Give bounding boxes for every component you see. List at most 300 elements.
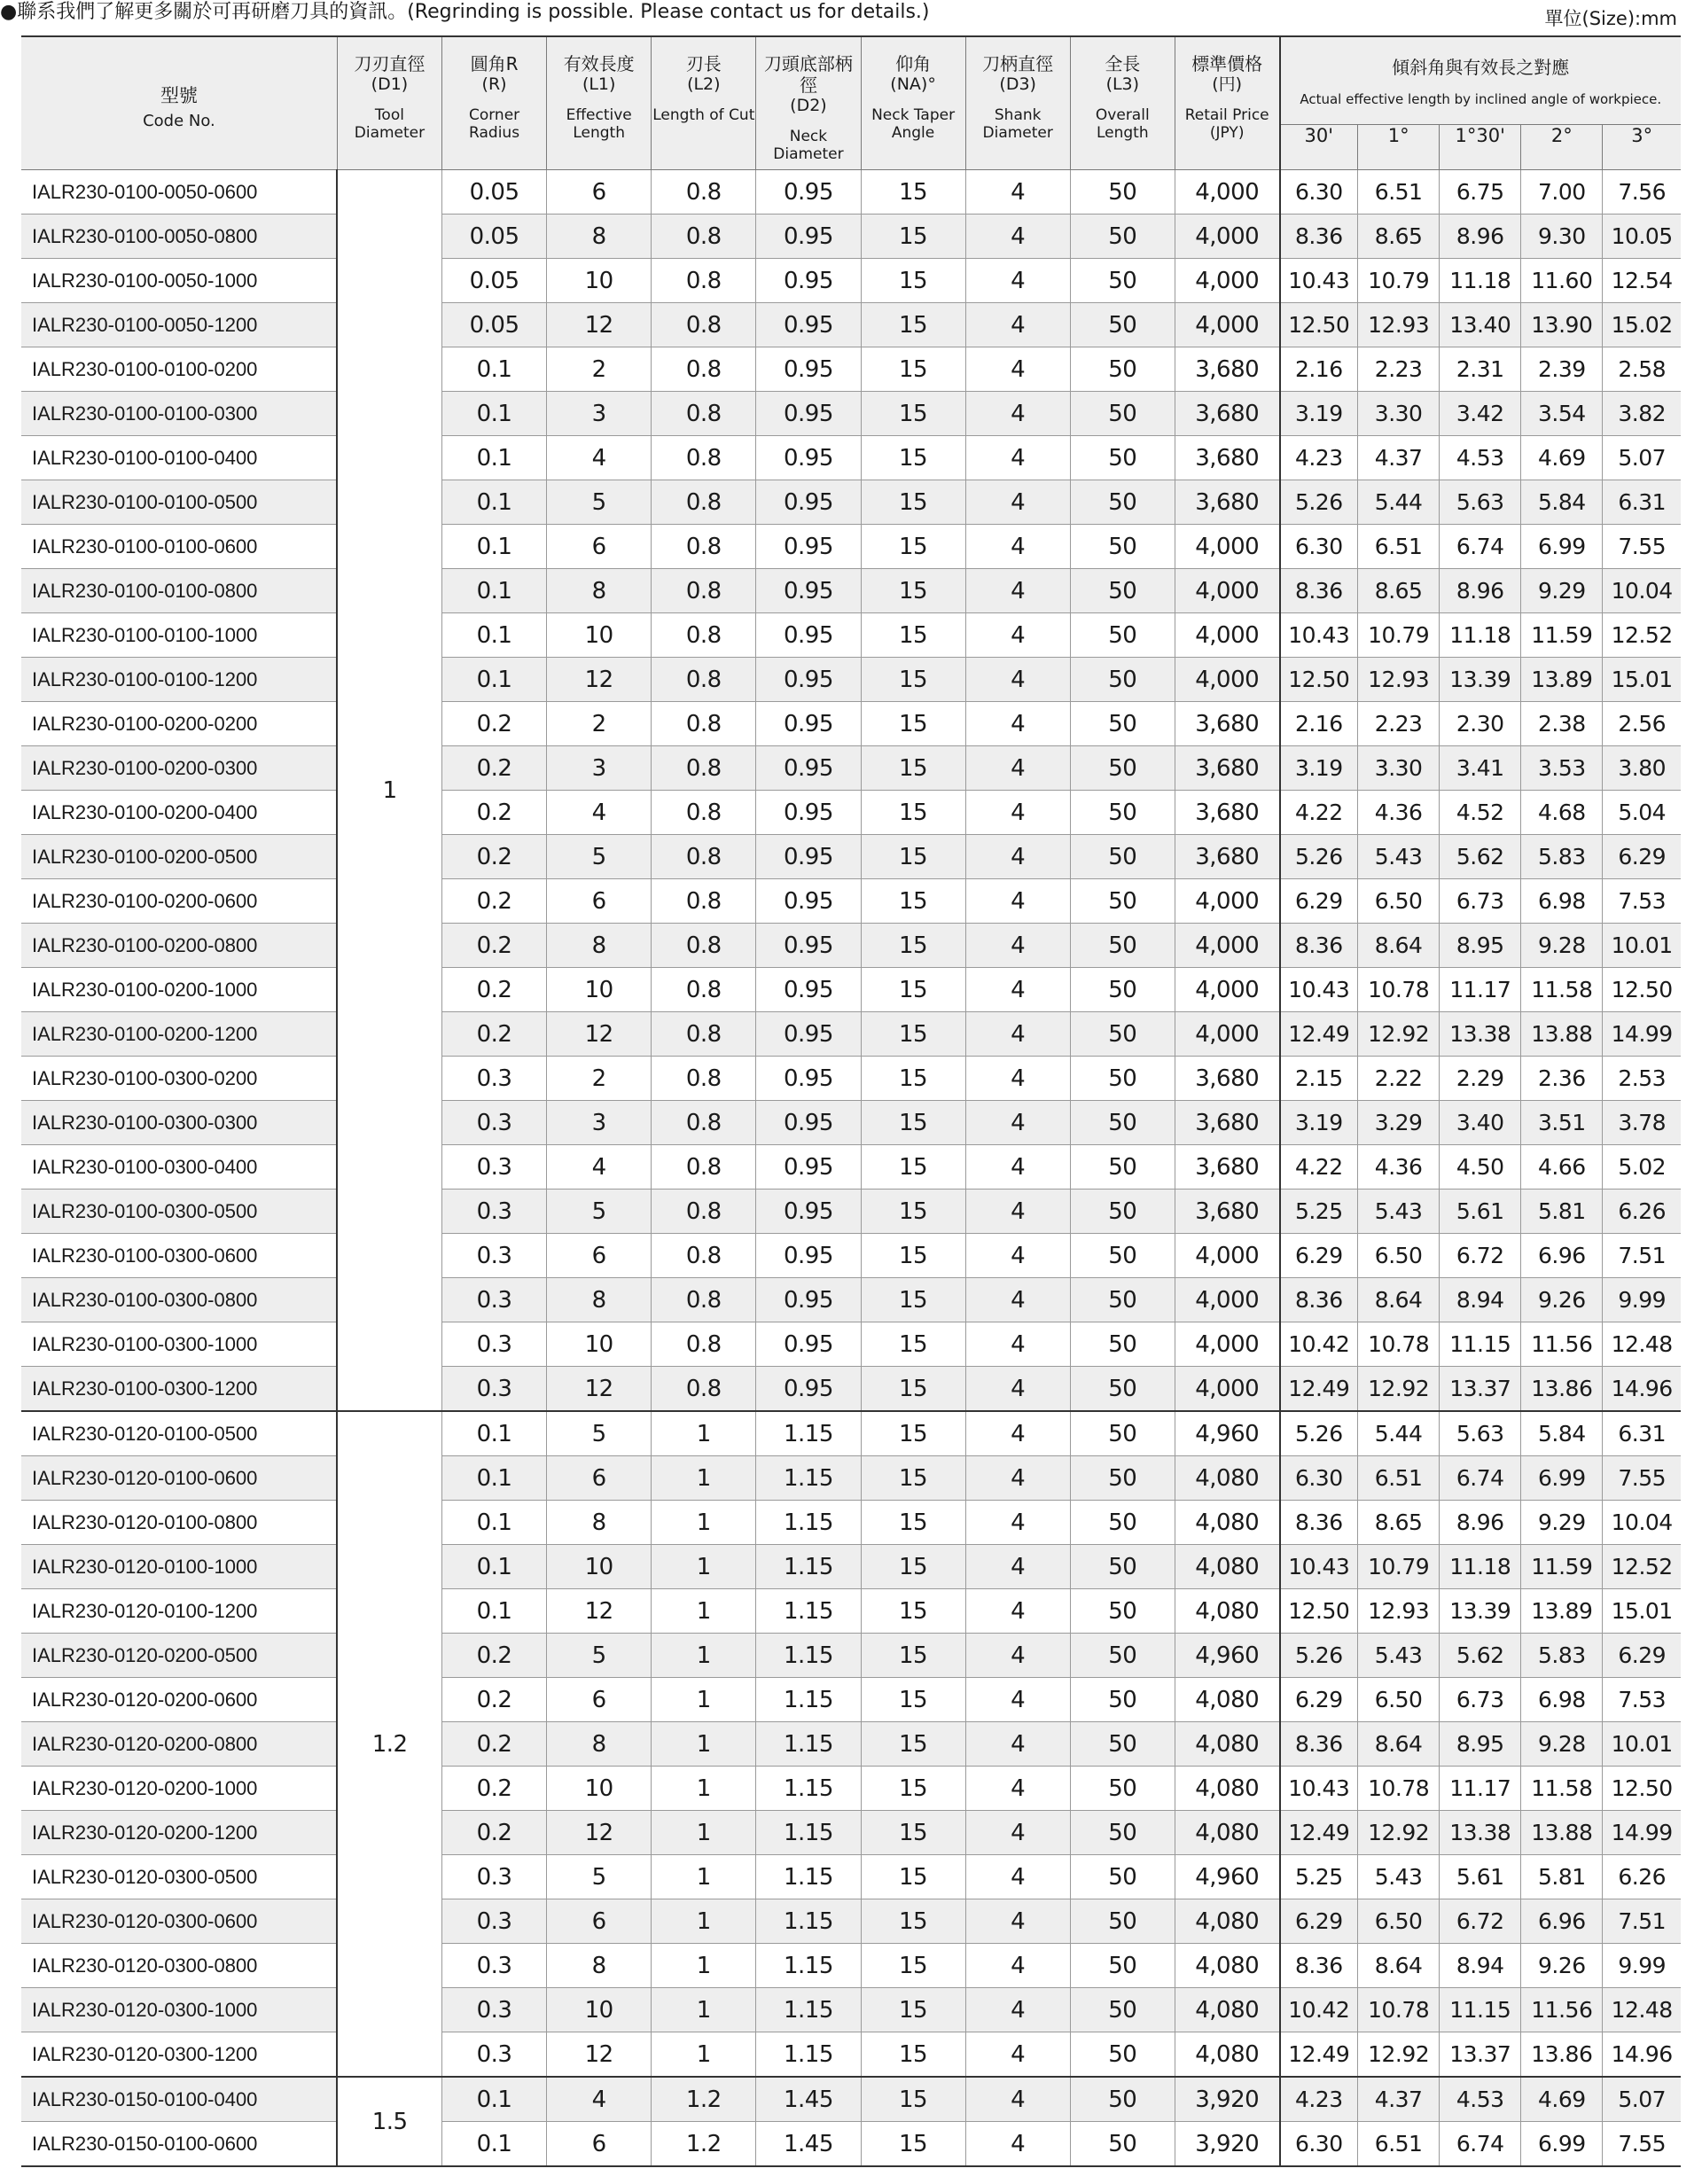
cell-price: 4,000 (1175, 1012, 1279, 1057)
col-l1-cn: 有效長度 (563, 53, 635, 74)
table-row (21, 1944, 1681, 1988)
cell-na: 15 (861, 924, 965, 968)
cell-ang-2deg: 9.29 (1521, 569, 1603, 613)
cell-d2: 1.15 (756, 1589, 861, 1634)
cell-na: 15 (861, 170, 965, 214)
cell-ang-2deg: 6.96 (1521, 1234, 1603, 1278)
cell-l2: 0.8 (652, 436, 756, 480)
cell-code: IALR230-0120-0200-0500 (21, 1634, 337, 1678)
cell-price: 4,080 (1175, 1899, 1279, 1944)
cell-ang-3deg: 3.82 (1603, 392, 1681, 436)
cell-l2: 1 (652, 1722, 756, 1767)
cell-r: 0.1 (442, 2122, 547, 2167)
cell-d3: 4 (965, 1367, 1070, 1412)
cell-na: 15 (861, 1012, 965, 1057)
cell-l2: 1 (652, 1411, 756, 1456)
cell-na: 15 (861, 1501, 965, 1545)
cell-l1: 5 (547, 1190, 652, 1234)
cell-ang-1deg: 3.30 (1358, 392, 1440, 436)
cell-price: 4,000 (1175, 214, 1279, 259)
cell-l3: 50 (1070, 702, 1175, 746)
cell-na: 15 (861, 1057, 965, 1101)
cell-ang-3deg: 6.26 (1603, 1855, 1681, 1899)
cell-code: IALR230-0100-0300-0500 (21, 1190, 337, 1234)
cell-d3: 4 (965, 2122, 1070, 2167)
cell-na: 15 (861, 525, 965, 569)
cell-ang-2deg: 11.59 (1521, 613, 1603, 658)
cell-code: IALR230-0120-0200-0800 (21, 1722, 337, 1767)
cell-r: 0.3 (442, 1855, 547, 1899)
cell-ang-3deg: 6.31 (1603, 480, 1681, 525)
cell-d2: 0.95 (756, 746, 861, 791)
table-row (21, 2077, 1681, 2122)
cell-code: IALR230-0100-0050-0600 (21, 170, 337, 214)
cell-l2: 1 (652, 1501, 756, 1545)
spec-table (21, 35, 1681, 2167)
cell-r: 0.3 (442, 1322, 547, 1367)
cell-l1: 10 (547, 1988, 652, 2032)
cell-price: 3,680 (1175, 835, 1279, 879)
cell-d3: 4 (965, 525, 1070, 569)
cell-ang-1deg: 4.37 (1358, 2077, 1440, 2122)
cell-l2: 1 (652, 1456, 756, 1501)
cell-ang-2deg: 6.99 (1521, 525, 1603, 569)
cell-ang-1deg: 10.78 (1358, 1322, 1440, 1367)
cell-l3: 50 (1070, 1811, 1175, 1855)
cell-ang-1deg: 5.43 (1358, 835, 1440, 879)
cell-l2: 1 (652, 1589, 756, 1634)
cell-price: 3,920 (1175, 2077, 1279, 2122)
cell-ang-1deg: 8.64 (1358, 924, 1440, 968)
cell-ang-1deg: 5.43 (1358, 1634, 1440, 1678)
cell-r: 0.1 (442, 436, 547, 480)
table-row (21, 1899, 1681, 1944)
cell-ang-1deg: 3.30 (1358, 746, 1440, 791)
cell-ang-1deg: 2.22 (1358, 1057, 1440, 1101)
table-row (21, 214, 1681, 259)
cell-code: IALR230-0100-0100-0500 (21, 480, 337, 525)
cell-price: 4,080 (1175, 1501, 1279, 1545)
cell-ang-3deg: 15.02 (1603, 303, 1681, 347)
cell-ang-30min: 12.49 (1280, 1012, 1358, 1057)
cell-d2: 0.95 (756, 347, 861, 392)
cell-l2: 1 (652, 2032, 756, 2078)
cell-ang-2deg: 6.96 (1521, 1899, 1603, 1944)
cell-ang-1deg30: 13.38 (1440, 1811, 1521, 1855)
cell-l1: 5 (547, 835, 652, 879)
cell-na: 15 (861, 1411, 965, 1456)
cell-l1: 5 (547, 1411, 652, 1456)
cell-ang-2deg: 7.00 (1521, 170, 1603, 214)
cell-d2: 0.95 (756, 392, 861, 436)
cell-ang-1deg30: 3.42 (1440, 392, 1521, 436)
table-row (21, 170, 1681, 214)
cell-price: 3,680 (1175, 746, 1279, 791)
cell-l2: 0.8 (652, 746, 756, 791)
cell-code: IALR230-0100-0100-0600 (21, 525, 337, 569)
cell-ang-30min: 3.19 (1280, 1101, 1358, 1145)
cell-ang-3deg: 5.04 (1603, 791, 1681, 835)
cell-ang-1deg: 2.23 (1358, 702, 1440, 746)
cell-ang-1deg30: 8.94 (1440, 1944, 1521, 1988)
cell-ang-30min: 4.22 (1280, 1145, 1358, 1190)
cell-ang-3deg: 3.78 (1603, 1101, 1681, 1145)
cell-ang-2deg: 13.88 (1521, 1012, 1603, 1057)
col-r-sym: (R) (481, 74, 507, 94)
cell-l2: 0.8 (652, 968, 756, 1012)
cell-code: IALR230-0100-0200-0800 (21, 924, 337, 968)
table-row (21, 924, 1681, 968)
cell-ang-3deg: 10.01 (1603, 924, 1681, 968)
cell-price: 4,960 (1175, 1411, 1279, 1456)
col-l3-header (1070, 36, 1175, 170)
cell-d2: 0.95 (756, 259, 861, 303)
cell-ang-2deg: 5.81 (1521, 1855, 1603, 1899)
cell-ang-3deg: 5.07 (1603, 436, 1681, 480)
cell-code: IALR230-0120-0300-0500 (21, 1855, 337, 1899)
cell-d2: 0.95 (756, 214, 861, 259)
cell-d3: 4 (965, 1057, 1070, 1101)
cell-l2: 0.8 (652, 480, 756, 525)
cell-r: 0.2 (442, 1678, 547, 1722)
cell-l3: 50 (1070, 1899, 1175, 1944)
cell-code: IALR230-0100-0200-0600 (21, 879, 337, 924)
cell-r: 0.1 (442, 658, 547, 702)
cell-d3: 4 (965, 170, 1070, 214)
cell-l3: 50 (1070, 1988, 1175, 2032)
cell-d3: 4 (965, 658, 1070, 702)
cell-r: 0.1 (442, 2077, 547, 2122)
cell-ang-2deg: 2.38 (1521, 702, 1603, 746)
cell-code: IALR230-0100-0100-0400 (21, 436, 337, 480)
cell-r: 0.05 (442, 170, 547, 214)
cell-ang-1deg30: 6.75 (1440, 170, 1521, 214)
cell-ang-1deg: 6.51 (1358, 2122, 1440, 2167)
cell-na: 15 (861, 1190, 965, 1234)
cell-l2: 0.8 (652, 1012, 756, 1057)
cell-na: 15 (861, 791, 965, 835)
cell-l1: 12 (547, 658, 652, 702)
col-code-cn: 型號 (160, 85, 198, 106)
cell-ang-1deg30: 8.94 (1440, 1278, 1521, 1322)
table-row (21, 1501, 1681, 1545)
cell-d3: 4 (965, 879, 1070, 924)
cell-l2: 0.8 (652, 924, 756, 968)
col-r-cn: 圓角R (470, 53, 519, 74)
cell-d2: 1.15 (756, 1899, 861, 1944)
cell-l3: 50 (1070, 1545, 1175, 1589)
cell-ang-1deg: 6.50 (1358, 1899, 1440, 1944)
cell-ang-1deg: 8.65 (1358, 214, 1440, 259)
cell-r: 0.2 (442, 879, 547, 924)
cell-code: IALR230-0100-0050-0800 (21, 214, 337, 259)
cell-ang-1deg30: 11.17 (1440, 968, 1521, 1012)
cell-na: 15 (861, 2077, 965, 2122)
cell-code: IALR230-0100-0300-0300 (21, 1101, 337, 1145)
table-row (21, 1811, 1681, 1855)
cell-d3: 4 (965, 1101, 1070, 1145)
cell-ang-1deg: 6.51 (1358, 525, 1440, 569)
cell-price: 4,000 (1175, 613, 1279, 658)
cell-l3: 50 (1070, 1145, 1175, 1190)
cell-r: 0.3 (442, 1145, 547, 1190)
cell-l1: 6 (547, 1899, 652, 1944)
cell-ang-1deg30: 11.18 (1440, 613, 1521, 658)
cell-r: 0.1 (442, 1456, 547, 1501)
cell-ang-2deg: 5.83 (1521, 835, 1603, 879)
cell-ang-2deg: 9.26 (1521, 1278, 1603, 1322)
cell-l3: 50 (1070, 347, 1175, 392)
cell-ang-2deg: 13.86 (1521, 2032, 1603, 2078)
cell-ang-2deg: 6.98 (1521, 1678, 1603, 1722)
cell-code: IALR230-0120-0100-0500 (21, 1411, 337, 1456)
cell-l1: 6 (547, 879, 652, 924)
cell-d2: 0.95 (756, 436, 861, 480)
cell-na: 15 (861, 658, 965, 702)
col-code-en: Code No. (143, 112, 215, 130)
cell-code: IALR230-0100-0300-0800 (21, 1278, 337, 1322)
cell-ang-1deg: 10.78 (1358, 1988, 1440, 2032)
cell-price: 4,000 (1175, 658, 1279, 702)
cell-d3: 4 (965, 436, 1070, 480)
cell-na: 15 (861, 879, 965, 924)
cell-ang-2deg: 11.60 (1521, 259, 1603, 303)
cell-l1: 10 (547, 1545, 652, 1589)
cell-na: 15 (861, 436, 965, 480)
cell-l2: 0.8 (652, 392, 756, 436)
col-l3-en: Overall Length (1095, 106, 1150, 142)
cell-ang-30min: 8.36 (1280, 569, 1358, 613)
cell-d3: 4 (965, 791, 1070, 835)
cell-ang-2deg: 4.69 (1521, 2077, 1603, 2122)
cell-ang-3deg: 15.01 (1603, 1589, 1681, 1634)
cell-l3: 50 (1070, 259, 1175, 303)
cell-l1: 5 (547, 480, 652, 525)
cell-price: 4,080 (1175, 1944, 1279, 1988)
cell-l1: 3 (547, 746, 652, 791)
cell-l1: 6 (547, 1678, 652, 1722)
cell-l2: 0.8 (652, 170, 756, 214)
cell-ang-3deg: 6.31 (1603, 1411, 1681, 1456)
cell-l1: 10 (547, 259, 652, 303)
col-l2-cn: 刃長 (685, 53, 722, 74)
cell-ang-1deg30: 6.72 (1440, 1899, 1521, 1944)
cell-ang-1deg30: 13.37 (1440, 2032, 1521, 2078)
cell-d3: 4 (965, 1012, 1070, 1057)
cell-code: IALR230-0120-0300-1000 (21, 1988, 337, 2032)
cell-l2: 1 (652, 1944, 756, 1988)
cell-code: IALR230-0120-0100-1200 (21, 1589, 337, 1634)
col-l1-sym: (L1) (582, 74, 616, 94)
cell-r: 0.2 (442, 924, 547, 968)
table-row (21, 1145, 1681, 1190)
cell-ang-1deg30: 13.39 (1440, 658, 1521, 702)
cell-ang-30min: 4.23 (1280, 2077, 1358, 2122)
col-l3-cn: 全長 (1105, 53, 1141, 74)
cell-ang-3deg: 12.48 (1603, 1988, 1681, 2032)
cell-d3: 4 (965, 1589, 1070, 1634)
cell-code: IALR230-0100-0300-0600 (21, 1234, 337, 1278)
cell-d2: 0.95 (756, 1012, 861, 1057)
cell-code: IALR230-0150-0100-0600 (21, 2122, 337, 2167)
table-row (21, 259, 1681, 303)
cell-ang-1deg: 6.51 (1358, 1456, 1440, 1501)
cell-ang-30min: 6.29 (1280, 879, 1358, 924)
cell-l1: 6 (547, 1234, 652, 1278)
cell-ang-2deg: 13.88 (1521, 1811, 1603, 1855)
cell-ang-2deg: 4.68 (1521, 791, 1603, 835)
cell-ang-3deg: 7.53 (1603, 1678, 1681, 1722)
cell-l1: 6 (547, 2122, 652, 2167)
cell-ang-2deg: 13.89 (1521, 1589, 1603, 1634)
cell-d3: 4 (965, 392, 1070, 436)
cell-r: 0.05 (442, 214, 547, 259)
cell-l3: 50 (1070, 1634, 1175, 1678)
cell-d2: 1.15 (756, 1988, 861, 2032)
col-l1-en: Effective Length (566, 106, 632, 142)
cell-ang-1deg: 8.64 (1358, 1278, 1440, 1322)
cell-ang-30min: 2.16 (1280, 347, 1358, 392)
table-row (21, 1678, 1681, 1722)
cell-d2: 1.15 (756, 1634, 861, 1678)
cell-d3: 4 (965, 1767, 1070, 1811)
cell-l3: 50 (1070, 658, 1175, 702)
cell-price: 4,000 (1175, 259, 1279, 303)
cell-r: 0.2 (442, 702, 547, 746)
cell-d2: 0.95 (756, 170, 861, 214)
col-na-cn: 仰角 (895, 53, 932, 74)
cell-ang-1deg: 4.37 (1358, 436, 1440, 480)
cell-l2: 1 (652, 1767, 756, 1811)
table-row (21, 835, 1681, 879)
cell-na: 15 (861, 569, 965, 613)
col-d3-sym: (D3) (999, 74, 1036, 94)
cell-code: IALR230-0100-0300-0400 (21, 1145, 337, 1190)
cell-l3: 50 (1070, 1367, 1175, 1412)
cell-ang-1deg30: 2.30 (1440, 702, 1521, 746)
cell-r: 0.1 (442, 480, 547, 525)
cell-ang-1deg30: 4.52 (1440, 791, 1521, 835)
cell-ang-30min: 5.25 (1280, 1190, 1358, 1234)
cell-d2: 0.95 (756, 924, 861, 968)
cell-ang-1deg30: 6.74 (1440, 1456, 1521, 1501)
cell-r: 0.2 (442, 835, 547, 879)
cell-d3: 4 (965, 2032, 1070, 2078)
cell-ang-30min: 10.42 (1280, 1322, 1358, 1367)
cell-ang-3deg: 3.80 (1603, 746, 1681, 791)
cell-ang-1deg: 10.79 (1358, 1545, 1440, 1589)
cell-price: 4,080 (1175, 1988, 1279, 2032)
cell-na: 15 (861, 702, 965, 746)
cell-price: 4,080 (1175, 1678, 1279, 1722)
cell-ang-30min: 10.43 (1280, 1767, 1358, 1811)
cell-price: 4,000 (1175, 879, 1279, 924)
cell-ang-3deg: 12.54 (1603, 259, 1681, 303)
cell-l1: 8 (547, 1501, 652, 1545)
table-row (21, 879, 1681, 924)
cell-ang-1deg30: 5.61 (1440, 1855, 1521, 1899)
cell-ang-30min: 5.25 (1280, 1855, 1358, 1899)
cell-na: 15 (861, 1855, 965, 1899)
cell-l1: 3 (547, 392, 652, 436)
cell-ang-2deg: 9.28 (1521, 1722, 1603, 1767)
cell-na: 15 (861, 1145, 965, 1190)
cell-code: IALR230-0120-0300-0600 (21, 1899, 337, 1944)
cell-l2: 1 (652, 1811, 756, 1855)
cell-l1: 8 (547, 1278, 652, 1322)
cell-ang-2deg: 9.26 (1521, 1944, 1603, 1988)
cell-d3: 4 (965, 259, 1070, 303)
cell-ang-3deg: 7.55 (1603, 525, 1681, 569)
cell-l1: 3 (547, 1101, 652, 1145)
cell-d2: 1.45 (756, 2122, 861, 2167)
table-body (21, 170, 1681, 2167)
cell-ang-2deg: 2.36 (1521, 1057, 1603, 1101)
cell-l2: 0.8 (652, 1101, 756, 1145)
table-row (21, 1855, 1681, 1899)
table-row (21, 303, 1681, 347)
cell-d3: 4 (965, 347, 1070, 392)
cell-ang-2deg: 5.83 (1521, 1634, 1603, 1678)
col-price-en: Retail Price (JPY) (1184, 106, 1269, 142)
cell-ang-1deg30: 6.72 (1440, 1234, 1521, 1278)
cell-na: 15 (861, 2122, 965, 2167)
cell-ang-30min: 8.36 (1280, 214, 1358, 259)
cell-d3: 4 (965, 1501, 1070, 1545)
cell-l3: 50 (1070, 1322, 1175, 1367)
cell-na: 15 (861, 613, 965, 658)
col-d1-en: Tool Diameter (354, 106, 426, 142)
cell-na: 15 (861, 480, 965, 525)
cell-l2: 1 (652, 1678, 756, 1722)
cell-ang-30min: 5.26 (1280, 1411, 1358, 1456)
cell-ang-2deg: 6.99 (1521, 1456, 1603, 1501)
cell-d2: 1.15 (756, 1678, 861, 1722)
cell-ang-1deg30: 6.74 (1440, 525, 1521, 569)
cell-code: IALR230-0100-0050-1000 (21, 259, 337, 303)
cell-ang-30min: 8.36 (1280, 1944, 1358, 1988)
cell-price: 4,000 (1175, 1278, 1279, 1322)
cell-ang-1deg30: 11.15 (1440, 1322, 1521, 1367)
cell-ang-1deg30: 5.62 (1440, 1634, 1521, 1678)
cell-price: 4,000 (1175, 170, 1279, 214)
cell-ang-1deg: 2.23 (1358, 347, 1440, 392)
cell-ang-1deg: 12.93 (1358, 1589, 1440, 1634)
col-code-header (21, 36, 337, 170)
cell-d2: 1.15 (756, 1944, 861, 1988)
cell-ang-2deg: 11.59 (1521, 1545, 1603, 1589)
cell-ang-3deg: 10.05 (1603, 214, 1681, 259)
col-d2-cn: 刀頭底部柄徑 (763, 53, 853, 96)
cell-d3: 4 (965, 303, 1070, 347)
cell-na: 15 (861, 1767, 965, 1811)
cell-r: 0.2 (442, 1012, 547, 1057)
cell-d2: 1.15 (756, 1456, 861, 1501)
col-price-cn: 標準價格 (1191, 53, 1263, 74)
cell-r: 0.2 (442, 1722, 547, 1767)
cell-r: 0.2 (442, 791, 547, 835)
cell-d2: 0.95 (756, 968, 861, 1012)
col-price-sym: (円) (1212, 74, 1243, 94)
cell-l3: 50 (1070, 214, 1175, 259)
cell-na: 15 (861, 392, 965, 436)
cell-l3: 50 (1070, 791, 1175, 835)
cell-d3: 4 (965, 968, 1070, 1012)
col-angle-1deg30: 1°30' (1440, 125, 1521, 170)
cell-l3: 50 (1070, 1944, 1175, 1988)
cell-l3: 50 (1070, 924, 1175, 968)
cell-ang-30min: 12.50 (1280, 303, 1358, 347)
